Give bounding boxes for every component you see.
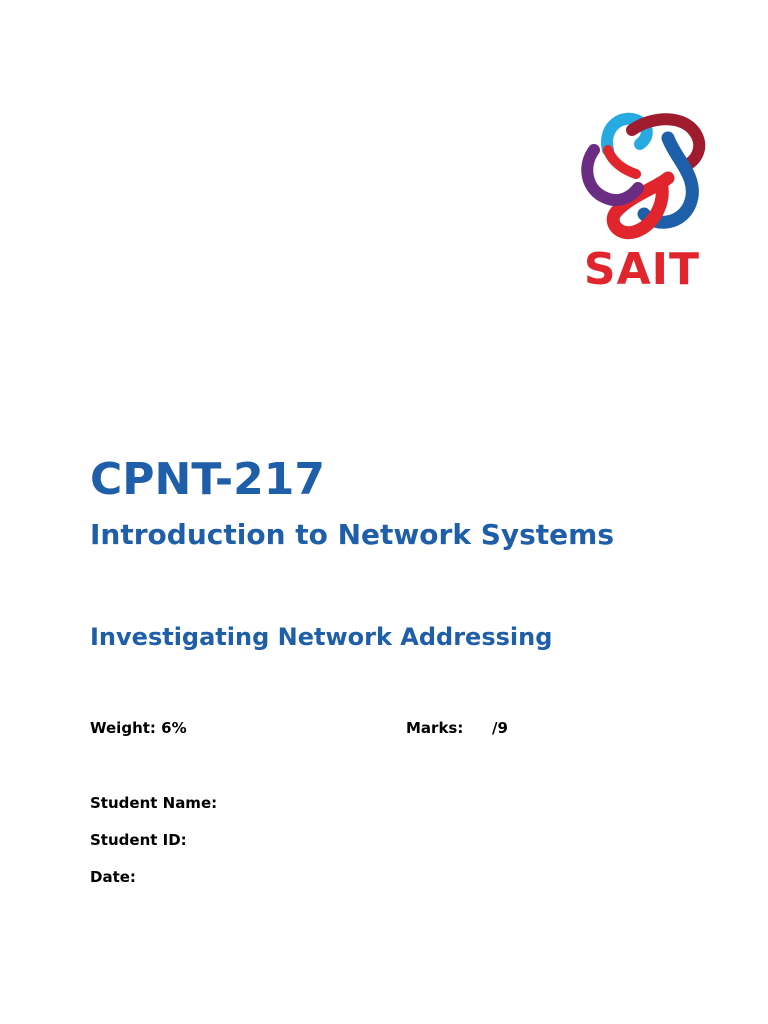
course-code: CPNT-217 (90, 454, 326, 505)
course-title: Introduction to Network Systems (90, 518, 615, 551)
student-id-label: Student ID: (90, 831, 187, 849)
weight-label: Weight: 6% (90, 719, 187, 737)
logo-wordmark: SAIT (583, 244, 701, 295)
date-label: Date: (90, 868, 136, 886)
marks-label: Marks: (406, 719, 464, 737)
sait-logo (572, 104, 712, 294)
student-name-label: Student Name: (90, 794, 218, 812)
sait-logo-icon (572, 104, 712, 244)
assignment-title: Investigating Network Addressing (90, 623, 553, 651)
marks-value: /9 (492, 719, 508, 737)
